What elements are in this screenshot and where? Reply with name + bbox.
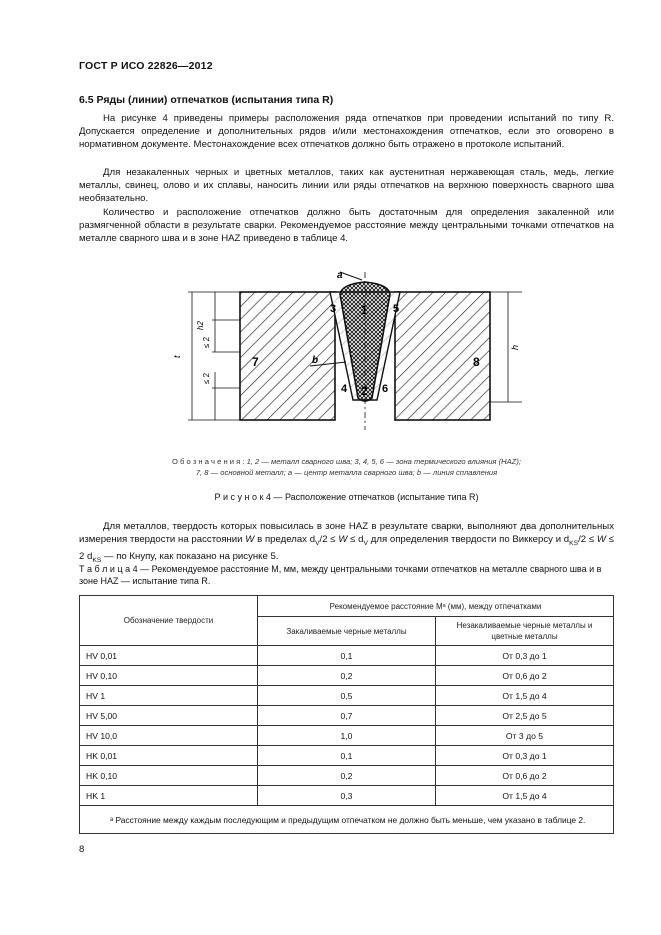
col-header-hardened: Закаливаемые черные металлы bbox=[258, 617, 436, 646]
table-row: HK 1 0,3 От 1,5 до 4 bbox=[80, 786, 614, 806]
table-row: HV 10,0 1,0 От 3 до 5 bbox=[80, 726, 614, 746]
caption-prefix: Р и с у н о к 4 bbox=[214, 492, 271, 502]
weld-indent-diagram bbox=[170, 262, 530, 430]
label-b: b bbox=[312, 355, 319, 366]
legend-prefix: О б о з н а ч е н и я : bbox=[172, 457, 245, 466]
figure-legend bbox=[79, 456, 614, 478]
label-le2-top: ≤ 2 bbox=[202, 336, 211, 348]
label-5: 5 bbox=[393, 303, 400, 315]
table-caption-prefix: Т а б л и ц а 4 bbox=[79, 564, 138, 574]
col-header-group: Рекомендуемое расстояние Mᵃ (мм), между отпечатками bbox=[258, 596, 614, 617]
label-t: t bbox=[172, 355, 182, 358]
table-row: HV 1 0,5 От 1,5 до 4 bbox=[80, 686, 614, 706]
paragraph-1: На рисунке 4 приведены примеры расположения ряда отпечатков при проведении испытаний по типу R. Допускается определение и дополнительных рядов и/или местонахождения отпечатков, если это оговорено в нормативном документе. Местонахождение всех отпечатков должно быть отражено в протоколе испытаний. bbox=[79, 113, 614, 150]
table-row: HK 0,01 0,1 От 0,3 до 1 bbox=[80, 746, 614, 766]
hardness-distance-table bbox=[79, 595, 614, 834]
label-le2-bottom: ≤ 2 bbox=[202, 372, 211, 384]
label-6: 6 bbox=[382, 383, 389, 395]
paragraph-4: Для металлов, твердость которых повысилась в зоне HAZ в результате сварки, выполняют два дополнительных измерения твердости на расстоянии W в пределах $d_V/2 \le W \le d_V$ для определения твердости по Виккерсу и $d_{KS}/2 \le W \le 2$ $d_{KS}$ — по Кнупу, как показано на рисунке 5. bbox=[79, 521, 614, 564]
label-3: 3 bbox=[330, 303, 337, 315]
label-h: h bbox=[510, 344, 520, 350]
caption-text: — Расположение отпечатков (испытание типа R) bbox=[273, 492, 479, 502]
col-header-non-hardened: Незакаливаемые черные металлы и цветные металлы bbox=[436, 617, 614, 646]
paragraph-3: Количество и расположение отпечатков должно быть достаточным для определения закаленной или размягченной области в результате сварки. Рекомендуемое расстояние между центральными точками отпечатков на металле сварного шва и в зоне HAZ приведено в таблице 4. bbox=[79, 207, 614, 244]
table-caption-text: — Рекомендуемое расстояние M, мм, между центральными точками отпечатков на металле сварного шва и в зоне HAZ — испытание типа R. bbox=[79, 564, 602, 586]
label-4: 4 bbox=[341, 383, 348, 395]
table-row: HV 5,00 0,7 От 2,5 до 5 bbox=[80, 706, 614, 726]
section-title: 6.5 Ряды (линии) отпечатков (испытания типа R) bbox=[79, 94, 334, 106]
label-7: 7 bbox=[252, 355, 259, 369]
table-row: HV 0,10 0,2 От 0,6 до 2 bbox=[80, 666, 614, 686]
table-row: HV 0,01 0,1 От 0,3 до 1 bbox=[80, 646, 614, 666]
paragraph-2: Для незакаленных черных и цветных металлов, таких как аустенитная нержавеющая сталь, медь, легкие металлы, свинец, олово и их сплавы, наносить линии или ряды отпечатков на верхнюю поверхность сварного шва необязательно. bbox=[79, 167, 614, 204]
table-caption bbox=[79, 563, 614, 587]
label-8: 8 bbox=[473, 355, 480, 369]
figure-caption bbox=[79, 492, 614, 502]
col-header-designation: Обозначение твердости bbox=[80, 596, 258, 646]
label-2: 2 bbox=[361, 384, 368, 398]
label-1: 1 bbox=[361, 303, 368, 317]
legend-line-2: 7, 8 — основной металл; a — центр металла сварного шва; b — линия сплавления bbox=[195, 468, 498, 477]
legend-line-1: 1, 2 — металл сварного шва; 3, 4, 5, 6 — зона термического влияния (HAZ); bbox=[246, 457, 521, 466]
table-row: HK 0,10 0,2 От 0,6 до 2 bbox=[80, 766, 614, 786]
page-number: 8 bbox=[79, 844, 85, 855]
document-header: ГОСТ Р ИСО 22826—2012 bbox=[79, 60, 213, 72]
label-h2: h2 bbox=[196, 321, 205, 330]
label-a: a bbox=[337, 270, 343, 281]
table-footnote: ᵃ Расстояние между каждым последующим и предыдущим отпечатком не должно быть меньше, чем указано в таблице 2. bbox=[80, 806, 614, 834]
